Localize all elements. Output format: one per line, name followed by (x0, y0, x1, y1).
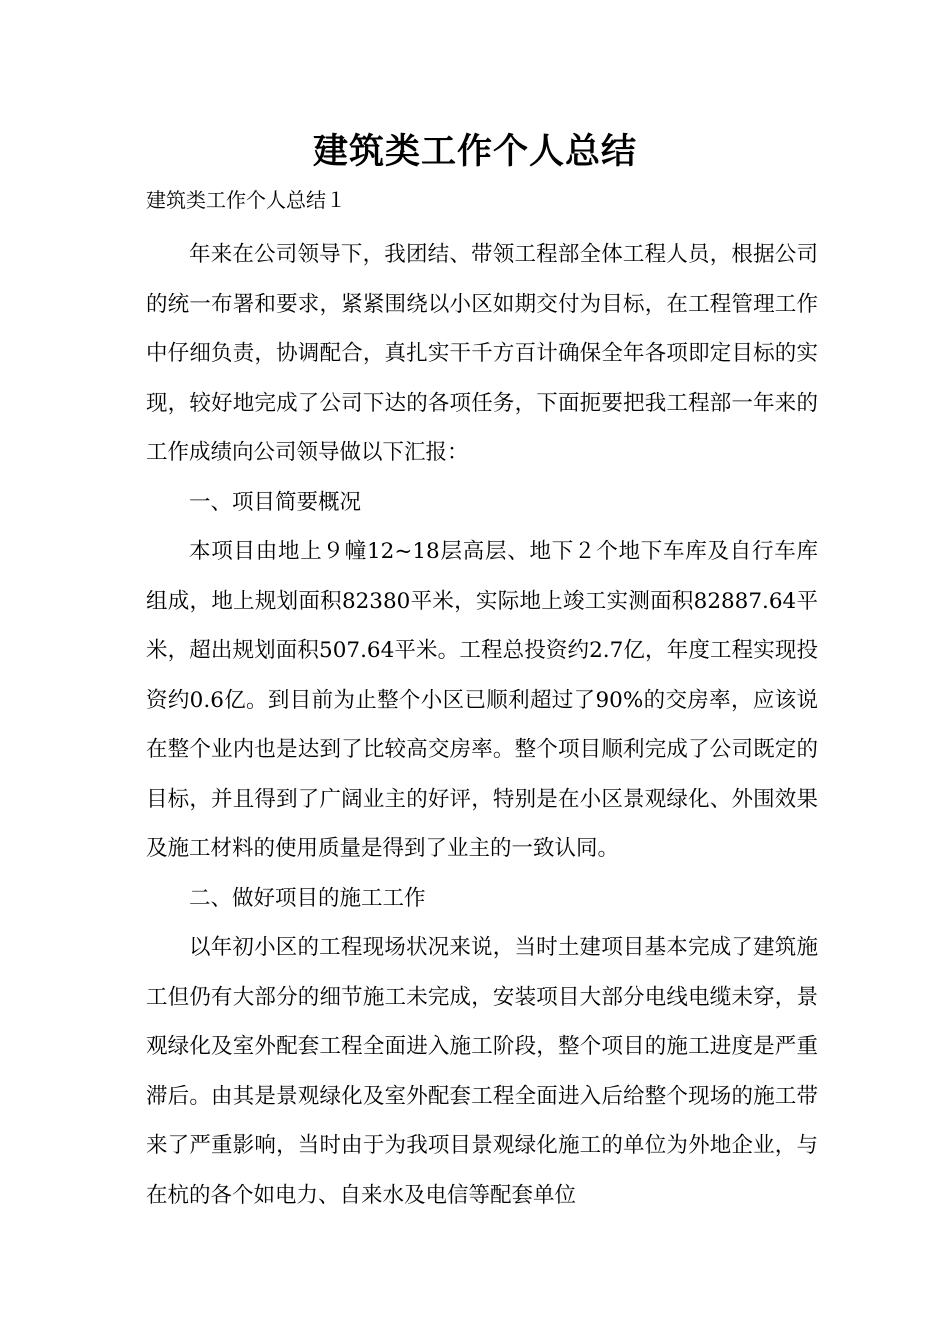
document-subtitle: 建筑类工作个人总结１ (146, 188, 346, 212)
section-heading-project-overview: 一、项目简要概况 (189, 489, 362, 515)
paragraph-construction-work: 以年初小区的工程现场状况来说，当时土建项目基本完成了建筑施工但仍有大部分的细节施工未完成，安装项目大部分电线电缆未穿，景观绿化及室外配套工程全面进入施工阶段，整个项目的施工进度是严重滞后。由其是景观绿化及室外配套工程全面进入后给整个现场的施工带来了严重影响，当时由于为我项目景观绿化施工的单位为外地企业，与在杭的各个如电力、自来水及电信等配套单位 (146, 935, 818, 1208)
document-title: 建筑类工作个人总结 (312, 132, 637, 172)
document-body (146, 230, 818, 1220)
paragraph-intro: 年来在公司领导下，我团结、带领工程部全体工程人员，根据公司的统一布署和要求，紧紧围绕以小区如期交付为目标，在工程管理工作中仔细负责，协调配合，真扎实干千方百计确保全年各项即定目标的实现，较好地完成了公司下达的各项任务，下面扼要把我工程部一年来的工作成绩向公司领导做以下汇报： (146, 242, 818, 465)
section-heading-construction-work: 二、做好项目的施工工作 (189, 885, 426, 911)
paragraph-project-overview: 本项目由地上９幢12~18层高层、地下２个地下车库及自行车库组成，地上规划面积82380平米，实际地上竣工实测面积82887.64平米，超出规划面积507.64平米。工程总投资约2.7亿，年度工程实现投资约0.6亿。到目前为止整个小区已顺利超过了90%的交房率，应该说在整个业内也是达到了比较高交房率。整个项目顺利完成了公司既定的目标，并且得到了广阔业主的好评，特别是在小区景观绿化、外围效果及施工材料的使用质量是得到了业主的一致认同。 (146, 539, 818, 861)
